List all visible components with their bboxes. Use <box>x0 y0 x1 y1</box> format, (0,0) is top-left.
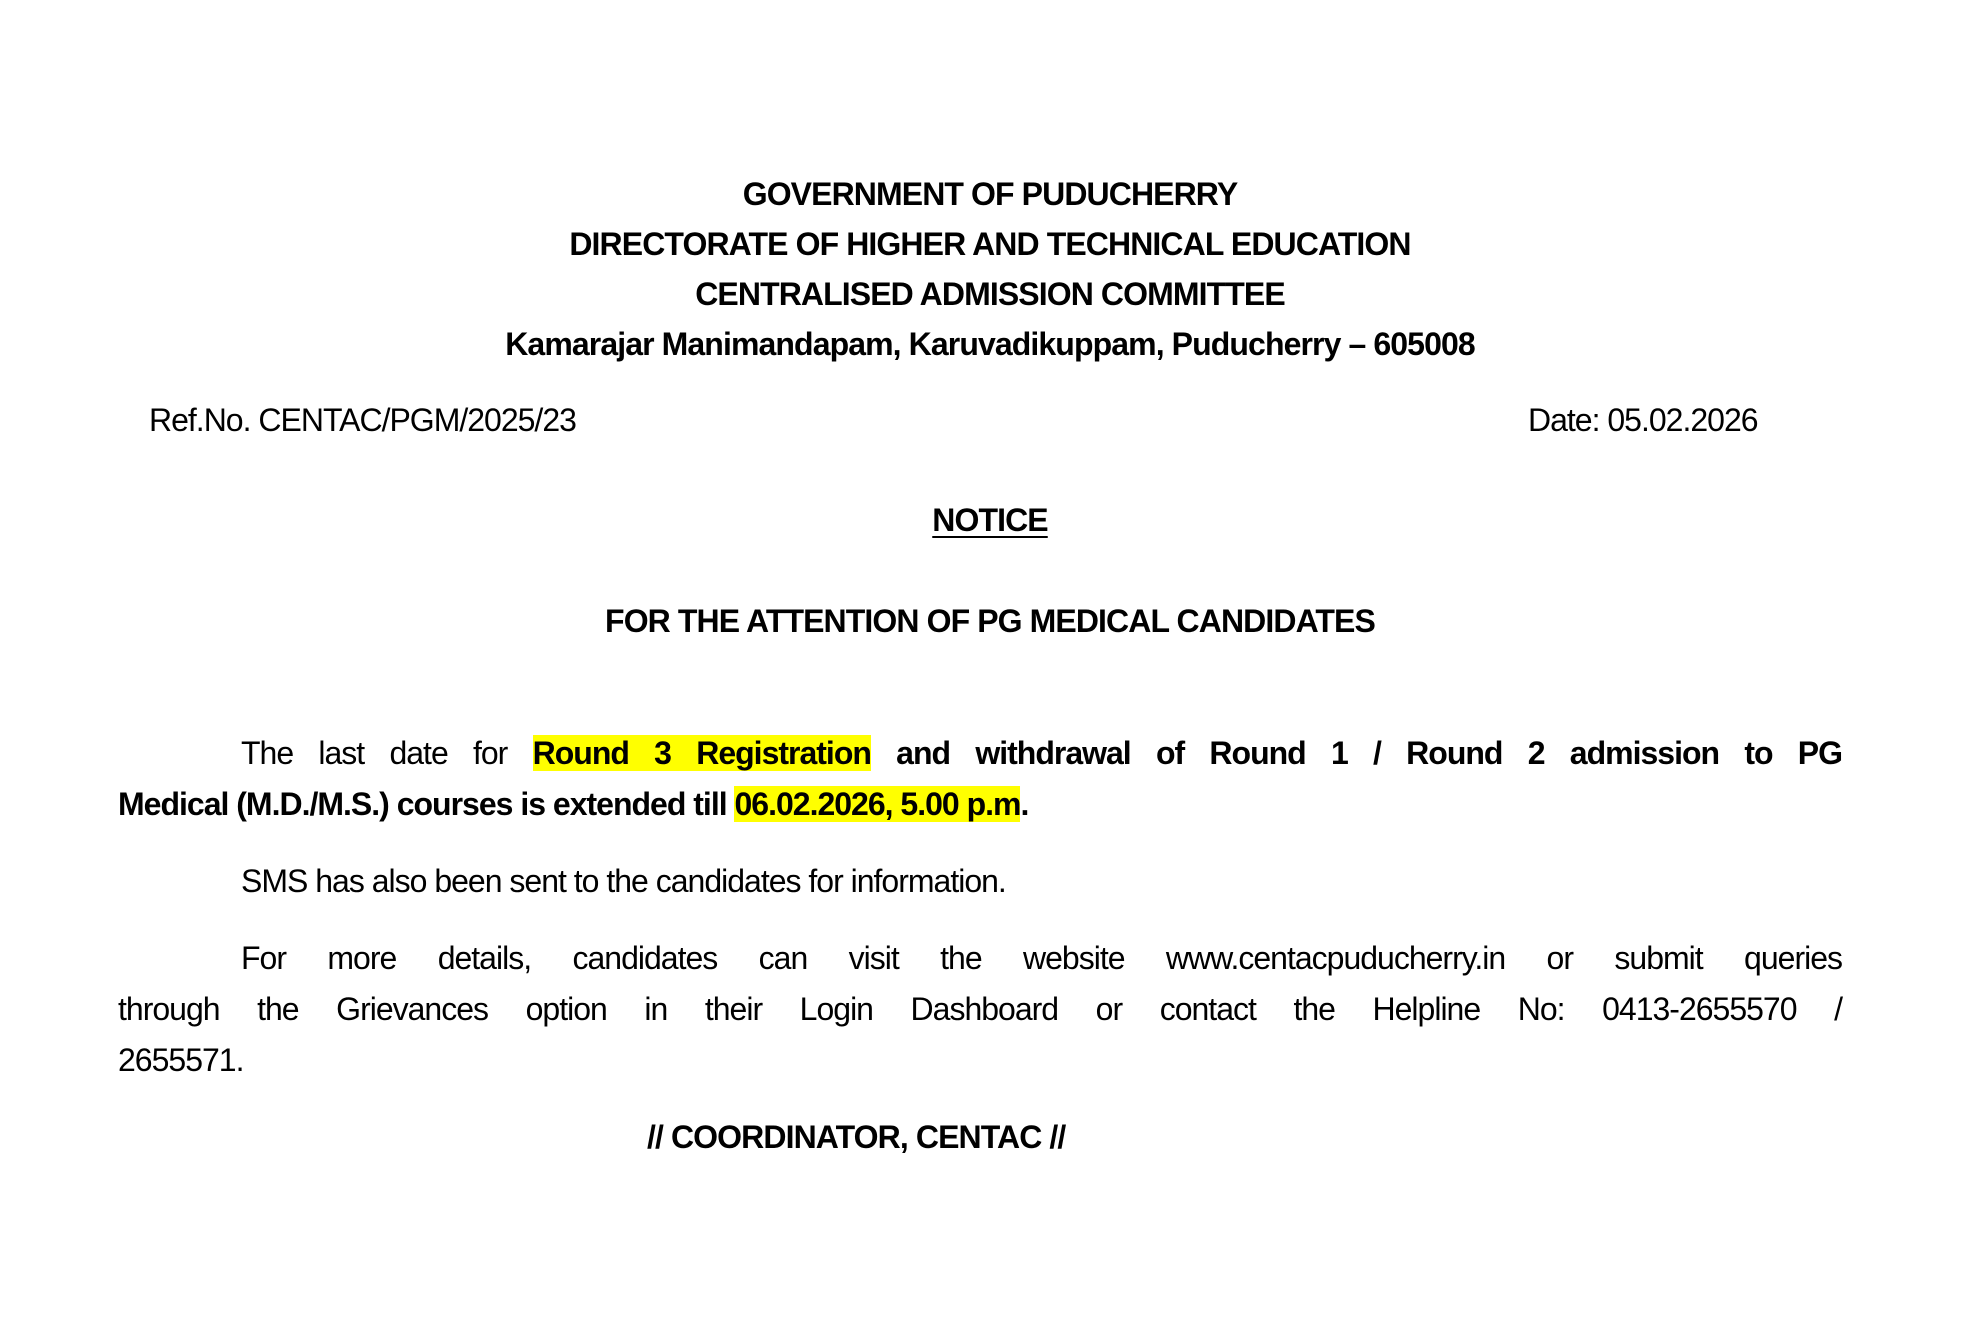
para3-line-1-text: For more details, candidates can visit the website www.centacpuducherry.in or submit queries <box>241 940 1842 976</box>
para1-mid-2: Medical (M.D./M.S.) courses is extended till <box>118 786 735 822</box>
paragraph-3-line-1 <box>118 940 1842 977</box>
notice-subject: FOR THE ATTENTION OF PG MEDICAL CANDIDATES <box>605 603 1375 639</box>
paragraph-1-line-1 <box>118 735 1842 772</box>
highlight-deadline: 06.02.2026, 5.00 p.m <box>734 786 1021 822</box>
reference-number: Ref.No. CENTAC/PGM/2025/23 <box>149 402 576 438</box>
paragraph-3-line-3: 2655571. <box>118 1042 244 1078</box>
letterhead-address: Kamarajar Manimandapam, Karuvadikuppam, Puducherry – 605008 <box>505 326 1475 362</box>
para1-lead: The last date for <box>241 735 533 771</box>
letterhead-government: GOVERNMENT OF PUDUCHERRY <box>742 176 1238 212</box>
letterhead-committee: CENTRALISED ADMISSION COMMITTEE <box>695 276 1285 312</box>
highlight-round-3-registration: Round 3 Registration <box>532 735 871 771</box>
para1-tail: . <box>1020 786 1029 822</box>
paragraph-3-line-2 <box>118 991 1842 1028</box>
paragraph-1-line-2 <box>118 786 1028 823</box>
signature-coordinator: // COORDINATOR, CENTAC // <box>647 1119 1066 1155</box>
para1-mid-1: and withdrawal of Round 1 / Round 2 admission to PG <box>870 735 1843 771</box>
notice-date: Date: 05.02.2026 <box>1528 402 1758 438</box>
notice-title-wrap <box>0 502 1980 539</box>
notice-title: NOTICE <box>932 502 1048 538</box>
paragraph-2: SMS has also been sent to the candidates for information. <box>241 863 1006 899</box>
letterhead-directorate: DIRECTORATE OF HIGHER AND TECHNICAL EDUCATION <box>569 226 1411 262</box>
para3-line-2-text: through the Grievances option in their Login Dashboard or contact the Helpline No: 0413-2655570 / <box>118 991 1842 1027</box>
